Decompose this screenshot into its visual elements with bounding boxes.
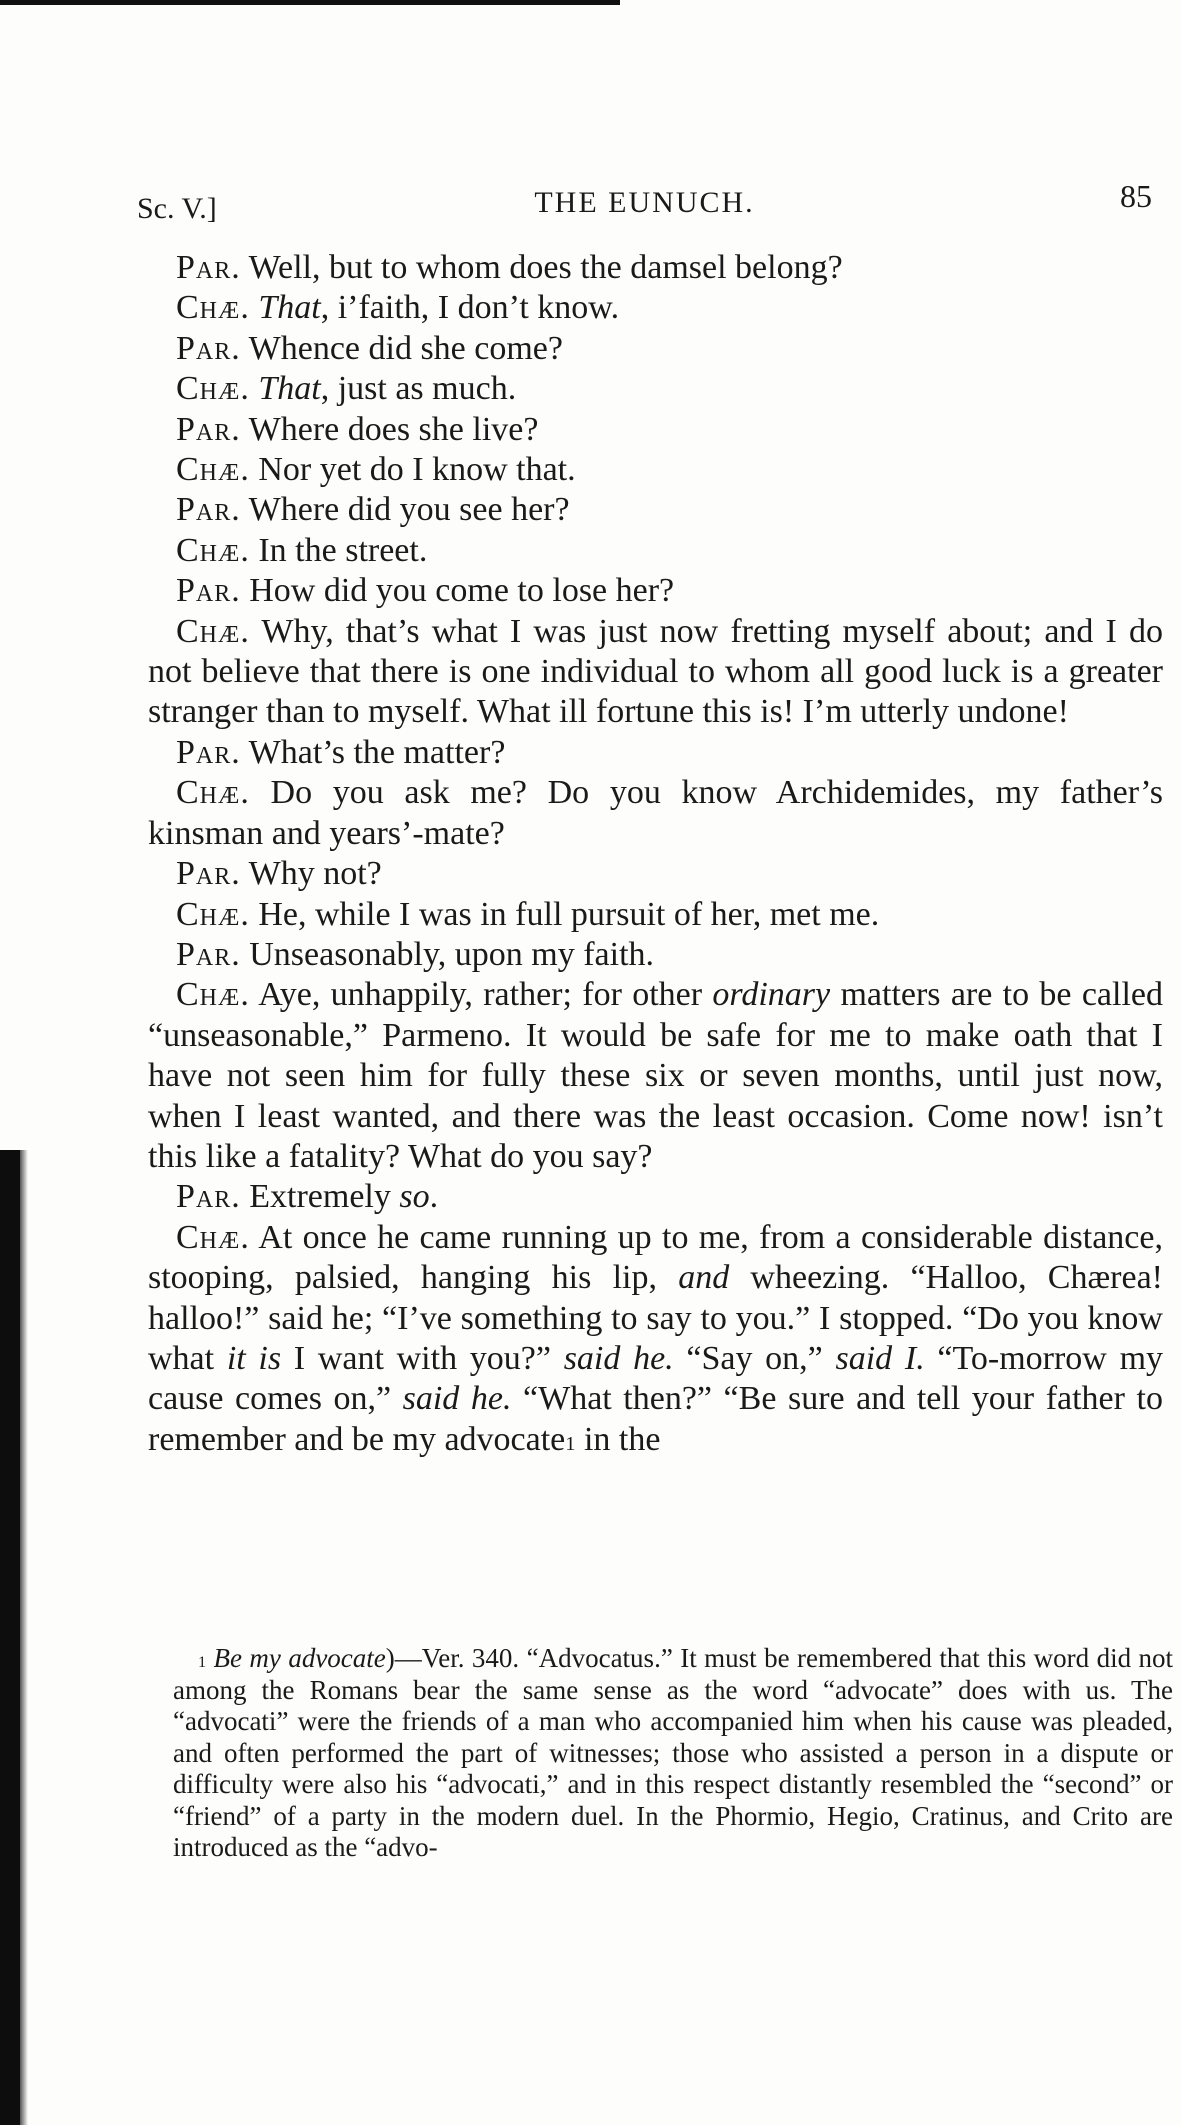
dialogue-line xyxy=(148,895,1163,935)
dialogue-line xyxy=(148,531,1163,571)
text-run: . xyxy=(429,1178,439,1216)
italic-text: it is xyxy=(226,1339,282,1377)
italic-text: Be my advocate xyxy=(213,1643,386,1673)
text-run xyxy=(206,1643,213,1673)
dialogue-line xyxy=(148,854,1163,894)
text-run: wheezing. “Halloo, Chærea! halloo!” said he; “I’ve something to say to you.” I stopped. “Do you know what xyxy=(148,1259,1163,1377)
page-number: 85 xyxy=(1120,178,1152,214)
speaker-name: Chæ. xyxy=(176,370,250,408)
dialogue-line xyxy=(148,571,1163,611)
dialogue-line xyxy=(148,450,1163,490)
text-run: , i’faith, I don’t know. xyxy=(320,289,620,327)
text-run: Do you ask me? Do you know Archidemides, my father’s kinsman and years’-mate? xyxy=(148,774,1163,852)
speaker-name: Par. xyxy=(176,491,241,529)
running-header xyxy=(137,178,1152,236)
speaker-name: Chæ. xyxy=(176,531,250,569)
speaker-name: Par. xyxy=(176,249,241,286)
scene-marker: Sc. V.] xyxy=(137,192,217,225)
text-run: At once he came running up to me, from a considerable distance, stooping, palsied, hanging his lip, xyxy=(148,1218,1163,1297)
dialogue-line xyxy=(148,975,1163,1177)
italic-text: and xyxy=(678,1259,730,1297)
italic-text: said he. xyxy=(563,1339,674,1377)
text-run: )—Ver. 340. “Advocatus.” It must be remembered that this word did not among the Romans bear the same sense as the word “advocate” does with us. The “advocati” were the friends of a man who accompanied him when his cause was pleaded, and often performed the part of witnesses; those who assisted a person in a dispute or difficulty were also his “advocati,” and in this respect distantly resembled the “second” or “friend” of a party in the modern duel. In the Phormio, Hegio, Cratinus, and Crito are introduced as the “advo- xyxy=(173,1643,1173,1862)
scan-left-edge xyxy=(0,1150,20,2125)
dialogue-body xyxy=(148,248,1163,1460)
text-run: Where did you see her? xyxy=(240,491,570,529)
dialogue-line xyxy=(148,288,1163,328)
text-run: matters are to be called “unseasonable,” Parmeno. It would be safe for me to make oath that I have not seen him for fully these six or seven months, until just now, when I least wanted, and there was the least occasion. Come now! isn’t this like a fatality? What do you say? xyxy=(148,976,1163,1175)
dialogue-line xyxy=(148,410,1163,450)
text-run: Where does she live? xyxy=(240,410,539,448)
text-run: Why, that’s what I was just now fretting myself about; and I do not believe that there is one individual to whom all good luck is a greater stranger than to myself. What ill fortune this is! I’m utterly undone! xyxy=(148,612,1163,731)
text-run: in the xyxy=(575,1420,661,1458)
text-run: Why not? xyxy=(240,855,382,893)
speaker-name: Chæ. xyxy=(176,774,250,812)
footnote xyxy=(173,1643,1173,1864)
text-run: How did you come to lose her? xyxy=(240,572,675,610)
scan-top-edge xyxy=(0,0,620,5)
text-run: In the street. xyxy=(249,531,428,569)
text-run: “What then?” “Be sure and tell your father to remember and be my advocate xyxy=(148,1380,1163,1458)
dialogue-line xyxy=(148,490,1163,530)
speaker-name: Chæ. xyxy=(176,451,250,489)
speaker-name: Chæ. xyxy=(176,612,250,650)
dialogue-line xyxy=(148,369,1163,409)
italic-text: said I. xyxy=(835,1339,925,1377)
text-run: What’s the matter? xyxy=(240,733,506,771)
italic-text: so xyxy=(399,1178,430,1216)
text-run: Aye, unhappily, rather; for other xyxy=(249,976,713,1014)
footnote-marker: 1 xyxy=(565,1432,576,1455)
italic-text: That xyxy=(258,289,321,327)
text-run: Extremely xyxy=(240,1178,400,1216)
running-title: THE EUNUCH. xyxy=(534,186,755,219)
dialogue-line xyxy=(148,248,1163,288)
text-run: “To-morrow my cause comes on,” xyxy=(148,1339,1164,1418)
dialogue-line xyxy=(148,1218,1163,1460)
speaker-name: Par. xyxy=(176,1178,241,1216)
dialogue-line xyxy=(148,1177,1163,1217)
speaker-name: Par. xyxy=(176,329,241,367)
dialogue-line xyxy=(148,329,1163,369)
speaker-name: Par. xyxy=(176,855,241,893)
speaker-name: Par. xyxy=(176,935,241,973)
dialogue-line xyxy=(148,733,1163,773)
speaker-name: Par. xyxy=(176,572,241,610)
italic-text: ordinary xyxy=(712,976,831,1014)
dialogue-line xyxy=(148,612,1163,733)
speaker-name: Chæ. xyxy=(176,976,250,1014)
dialogue-line xyxy=(148,935,1163,975)
scan-left-edge-shadow xyxy=(20,1150,28,2125)
text-run: Unseasonably, upon my faith. xyxy=(240,935,655,973)
speaker-name: Chæ. xyxy=(176,895,250,933)
text-run: I want with you?” xyxy=(281,1339,564,1377)
dialogue-line xyxy=(148,773,1163,854)
text-run: , just as much. xyxy=(320,370,517,408)
speaker-name: Chæ. xyxy=(176,1218,250,1256)
text-run: He, while I was in full pursuit of her, met me. xyxy=(249,895,880,933)
speaker-name: Chæ. xyxy=(176,289,250,327)
footnote-marker: 1 xyxy=(198,1653,207,1671)
italic-text: said he. xyxy=(402,1380,512,1418)
text-run: Well, but to whom does the damsel belong? xyxy=(240,249,843,286)
speaker-name: Par. xyxy=(176,410,241,448)
text-run: Nor yet do I know that. xyxy=(249,451,576,489)
text-run: Whence did she come? xyxy=(240,329,563,367)
footnote-text xyxy=(173,1643,1173,1864)
speaker-name: Par. xyxy=(176,733,241,771)
text-run: “Say on,” xyxy=(673,1339,836,1377)
italic-text: That xyxy=(258,370,321,408)
